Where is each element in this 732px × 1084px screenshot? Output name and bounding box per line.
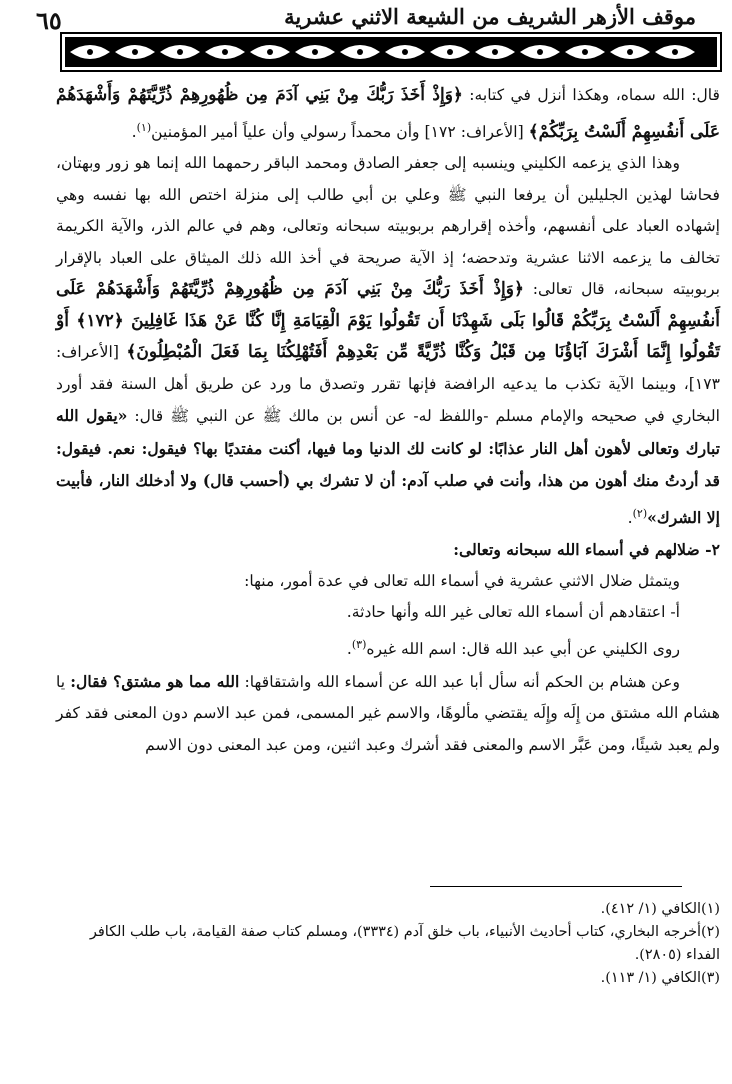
- p2-text-b: [الأعراف: ١٧٣]، وبينما الآية تكذب ما يدعيه الرافضة فإنها تقرر وتصدق ما ورد عن طريق أهل السنة فقد أورد البخاري في صحيحه والإمام مسلم -واللفظ له- عن أنس بن مالك ﷺ عن النبي ﷺ قال:: [56, 343, 720, 426]
- footnote-3: (٣)الكافي (١/ ١١٣).: [600, 970, 720, 986]
- decorative-border-ornament: [60, 32, 722, 72]
- footnote-1: (١)الكافي (١/ ٤١٢).: [600, 901, 720, 917]
- p1-text-b: [الأعراف: ١٧٢] وأن محمداً رسولي وأن علياً أمير المؤمنين: [151, 122, 529, 141]
- p6-text-a: وعن هشام بن الحكم أنه سأل أبا عبد الله عن أسماء الله واشتقاقها:: [239, 672, 680, 691]
- p1-text-a: قال: الله سماه، وهكذا أنزل في كتابه:: [462, 86, 720, 104]
- footnote-ref-3: (٣): [351, 637, 367, 651]
- footnote-ref-2: (٢): [632, 506, 648, 520]
- paragraph-2: وهذا الذي يزعمه الكليني وينسبه إلى جعفر الصادق ومحمد الباقر رحمهما الله إنما هو زور وبهتان، فحاشا لهذين الجليلين أن يرفعا النبي ﷺ وعلي بن أبي طالب إلى منزلة اختص الله بها نفسه وهي إشهاده العباد على أنفسهم، وأخذه إقرارهم بربوبيته سبحانه وتعالى، وهم في عالم الذر، والآية الكريمة تخالف ما يزعمه الاثنا عشرية وتدحضه؛ إذ الآية صريحة في أخذ الله ذلك الميثاق على العباد بالإقرار بربوبيته سبحانه، قال تعالى: ﴿وَإِذْ أَخَذَ رَبُّكَ مِنْ بَنِي آدَمَ مِن ظُهُورِهِمْ ذُرِّيَّتَهُمْ وَأَشْهَدَهُمْ عَلَى أَنفُسِهِمْ أَلَسْتُ بِرَبِّكُمْ قَالُوا بَلَى شَهِدْنَا أَن تَقُولُوا يَوْمَ الْقِيَامَةِ إِنَّا كُنَّا عَنْ هَذَا غَافِلِينَ ﴿١٧٢﴾ أَوْ تَقُولُوا إِنَّمَا أَشْرَكَ آبَاؤُنَا مِن قَبْلُ وَكُنَّا ذُرِّيَّةً مِّن بَعْدِهِمْ أَفَتُهْلِكُنَا بِمَا فَعَلَ الْمُبْطِلُونَ﴾ [الأعراف: ١٧٣]، وبينما الآية تكذب ما يدعيه الرافضة فإنها تقرر وتصدق ما ورد عن طريق أهل السنة فقد أورد البخاري في صحيحه والإمام مسلم -واللفظ له- عن أنس بن مالك ﷺ عن النبي ﷺ قال: «يقول الله تبارك وتعالى لأهون أهل النار عذابًا: لو كانت لك الدنيا وما فيها، أكنت مفتديًا بها؟ فيقول: نعم. فيقول: قد أردتُ منك أهون من هذا، وأنت في صلب آدم: أن لا تشرك بي (أحسب قال) ولا أدخلك النار، فأبيت إلا الشرك»$^{(٢)}$.: [56, 154, 720, 527]
- paragraph-5: روى الكليني عن أبي عبد الله قال: اسم الله غيره$^{(٣)}$.: [346, 637, 680, 659]
- paragraph-4: أ- اعتقادهم أن أسماء الله تعالى غير الله وأنها حادثة.: [346, 603, 680, 622]
- footnote-2: (٢)أخرجه البخاري، كتاب أحاديث الأنبياء، باب خلق آدم (٣٣٣٤)، ومسلم كتاب صفة القيامة، باب طلب الكافر الفداء (٢٨٠٥).: [89, 924, 720, 963]
- p5-text: روى الكليني عن أبي عبد الله قال: اسم الله غيره: [366, 640, 680, 659]
- quran-verse-1: ﴿وَإِذْ أَخَذَ رَبُّكَ مِنْ بَنِي آدَمَ مِن ظُهُورِهِمْ ذُرِّيَّتَهُمْ وَأَشْهَدَهُمْ عَلَى أَنفُسِهِمْ أَلَسْتُ بِرَبِّكُمْ﴾: [56, 85, 720, 142]
- p6-text-b: يا هشام الله مشتق من إِلَه وإِلَه يقتضي مألوهًا، والاسم غير المسمى، فمن عبد الاسم دون المعنى فقد كفر ولم يعبد شيئًا، ومن عَبَّر الاسم والمعنى فقد أشرك وعبد اثنين، ومن عبد المعنى دون الاسم: [56, 672, 720, 754]
- section-heading: ٢- ضلالهم في أسماء الله سبحانه وتعالى:: [453, 540, 720, 560]
- paragraph-1: قال: الله سماه، وهكذا أنزل في كتابه: ﴿وَإِذْ أَخَذَ رَبُّكَ مِنْ بَنِي آدَمَ مِن ظُهُورِهِمْ ذُرِّيَّتَهُمْ وَأَشْهَدَهُمْ عَلَى أَنفُسِهِمْ أَلَسْتُ بِرَبِّكُمْ﴾ [الأعراف: ١٧٢] وأن محمداً رسولي وأن علياً أمير المؤمنين$^{(١)}$.: [56, 85, 720, 142]
- paragraph-6: [56, 666, 720, 762]
- main-text: [56, 80, 720, 761]
- footnote-separator: [430, 886, 682, 887]
- running-title: موقف الأزهر الشريف من الشيعة الاثني عشرية: [284, 4, 696, 29]
- p6-bold: الله مما هو مشتق؟ فقال:: [70, 671, 240, 691]
- quran-verse-2: ﴿وَإِذْ أَخَذَ رَبُّكَ مِنْ بَنِي آدَمَ مِن ظُهُورِهِمْ ذُرِّيَّتَهُمْ وَأَشْهَدَهُمْ عَلَى أَنفُسِهِمْ أَلَسْتُ بِرَبِّكُمْ قَالُوا بَلَى شَهِدْنَا أَن تَقُولُوا يَوْمَ الْقِيَامَةِ إِنَّا كُنَّا عَنْ هَذَا غَافِلِينَ ﴿١٧٢﴾ أَوْ تَقُولُوا إِنَّمَا أَشْرَكَ آبَاؤُنَا مِن قَبْلُ وَكُنَّا ذُرِّيَّةً مِّن بَعْدِهِمْ أَفَتُهْلِكُنَا بِمَا فَعَلَ الْمُبْطِلُونَ﴾: [56, 279, 720, 363]
- paragraph-3: ويتمثل ضلال الاثني عشرية في أسماء الله تعالى في عدة أمور، منها:: [244, 571, 680, 590]
- footnote-ref-1: (١): [136, 120, 152, 134]
- p2-text: وهذا الذي يزعمه الكليني وينسبه إلى جعفر الصادق ومحمد الباقر رحمهما الله إنما هو زور وبهتان، فحاشا لهذين الجليلين أن يرفعا النبي ﷺ وعلي بن أبي طالب إلى منزلة اختص الله بها نفسه وهي إشهاده العباد على أنفسهم، وأخذه إقرارهم بربوبيته سبحانه وتعالى، وهم في عالم الذر، والآية الكريمة تخالف ما يزعمه الاثنا عشرية وتدحضه؛ إذ الآية صريحة في أخذ الله ذلك الميثاق على العباد بالإقرار بربوبيته سبحانه، قال تعالى:: [56, 154, 720, 299]
- hadith-text: «يقول الله تبارك وتعالى لأهون أهل النار عذابًا: لو كانت لك الدنيا وما فيها، أكنت مفتديًا بها؟ فيقول: نعم. فيقول: قد أردتُ منك أهون من هذا، وأنت في صلب آدم: أن لا تشرك بي (أحسب قال) ولا أدخلك النار، فأبيت إلا الشرك»: [56, 406, 720, 527]
- footnotes: [56, 898, 720, 990]
- page-number: ٦٥: [36, 6, 62, 35]
- page-header: [24, 4, 714, 34]
